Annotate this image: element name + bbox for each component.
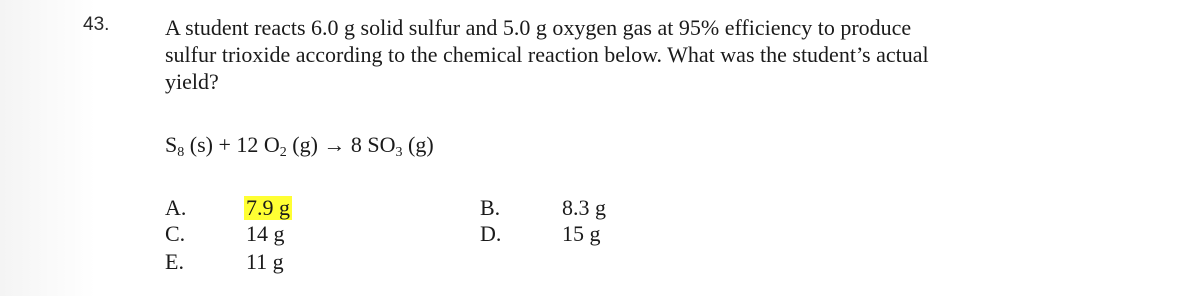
choice-c-letter: C. <box>165 221 186 246</box>
question-line-2: sulfur trioxide according to the chemical reaction below. What was the student’s actual <box>165 42 929 67</box>
choice-b-letter: B. <box>480 195 501 220</box>
sulfur-subscript: 8 <box>177 145 185 160</box>
choice-e-value[interactable]: 11 g <box>246 249 284 274</box>
reactant-sulfur: S <box>165 132 178 157</box>
choice-a-letter: A. <box>165 195 187 220</box>
choice-d-value[interactable]: 15 g <box>562 221 601 246</box>
choice-e-letter: E. <box>165 249 184 274</box>
reaction-arrow: → <box>323 132 346 157</box>
oxygen-subscript: 2 <box>279 145 287 160</box>
choice-b-value[interactable]: 8.3 g <box>562 195 606 220</box>
choice-a-value[interactable]: 7.9 g <box>246 195 290 220</box>
question-text <box>165 14 1165 95</box>
product-so3: 8 SO <box>345 132 396 157</box>
product-state: (g) <box>402 132 434 157</box>
reactant-oxygen: (s) + 12 O <box>184 132 280 157</box>
oxygen-state: (g) <box>286 132 324 157</box>
choice-d-letter: D. <box>480 221 502 246</box>
chemical-equation <box>165 132 434 158</box>
question-number: 43. <box>83 14 110 35</box>
question-line-1: A student reacts 6.0 g solid sulfur and 5.0 g oxygen gas at 95% efficiency to produce <box>165 15 912 40</box>
choice-c-value[interactable]: 14 g <box>246 221 285 246</box>
so3-subscript: 3 <box>395 145 403 160</box>
question-line-3: yield? <box>165 69 219 94</box>
